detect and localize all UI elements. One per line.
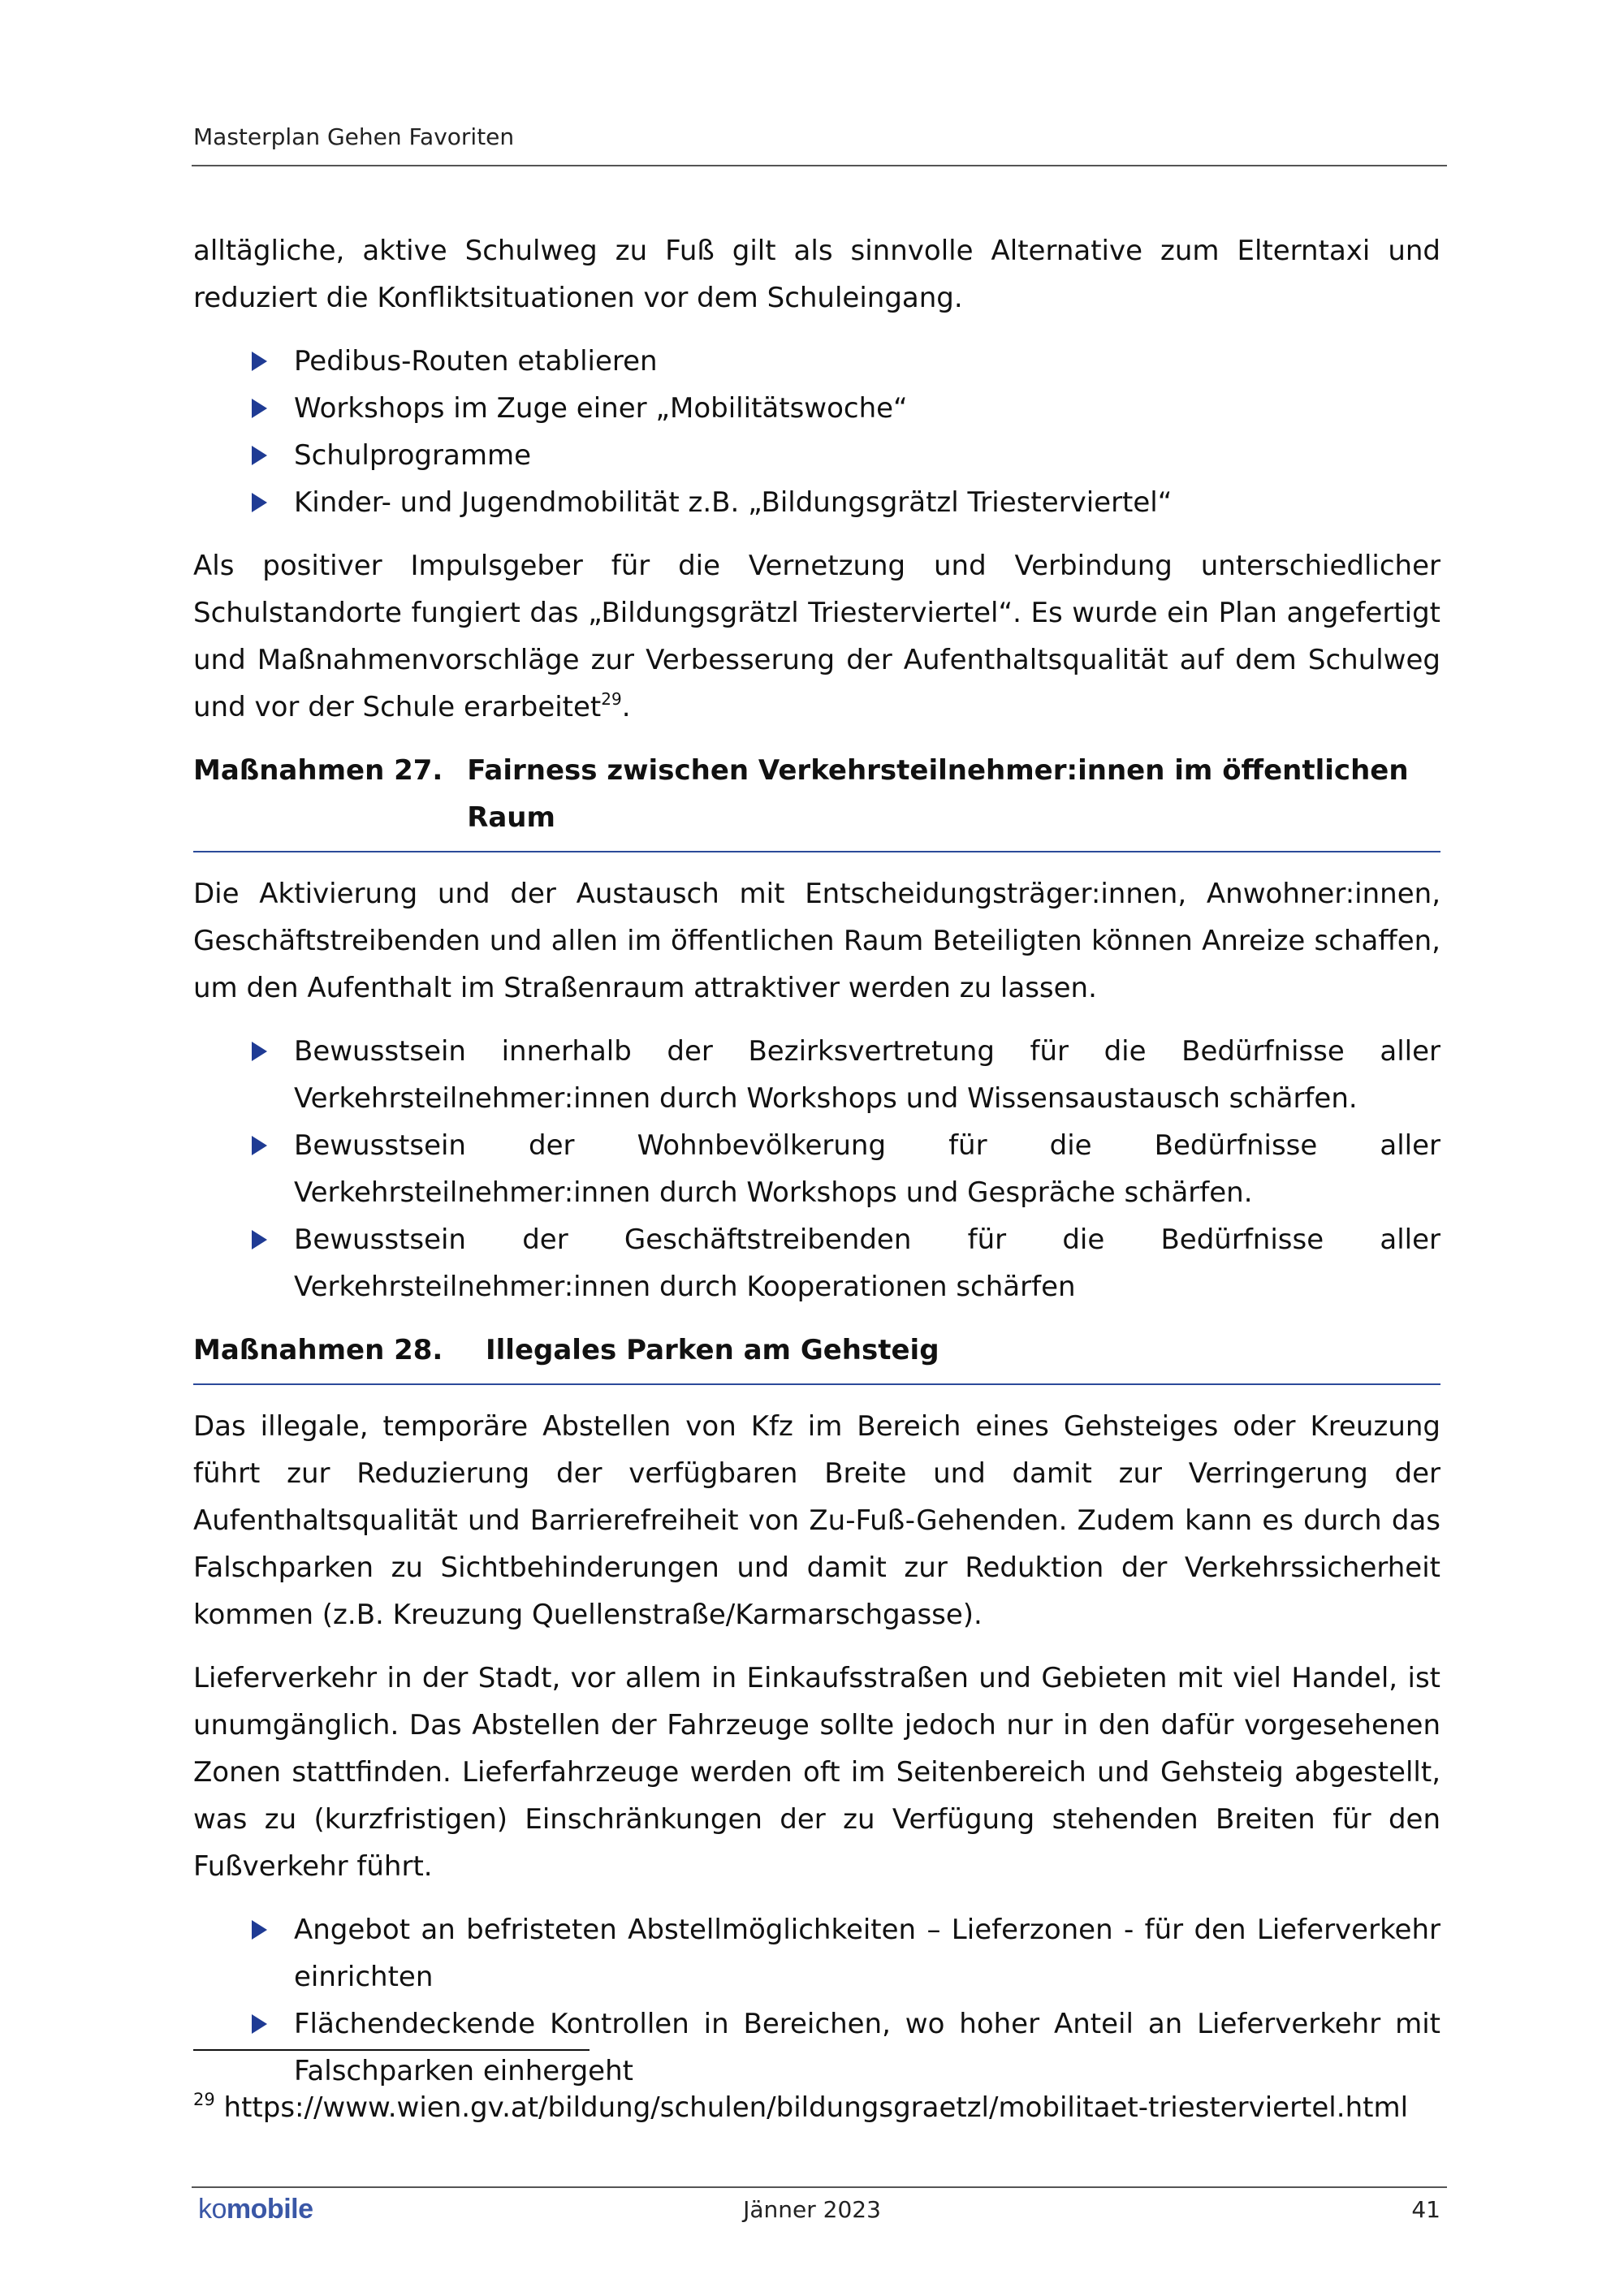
- body-text: [193, 227, 1440, 2111]
- footnote-link[interactable]: https://www.wien.gv.at/bildung/schulen/bildungsgraetzl/mobilitaet-triesterviertel.html: [223, 2091, 1409, 2124]
- list-item: Bewusstsein innerhalb der Bezirksvertretung für die Bedürfnisse aller Verkehrsteilnehmer:innen durch Workshops und Wissensaustausch schärfen.: [193, 1028, 1440, 1122]
- footnote: [193, 2091, 1408, 2124]
- footer-rule: [192, 2186, 1447, 2188]
- bullet-triangle-icon: [252, 1136, 267, 1155]
- measure-28-heading: [193, 1327, 1440, 1385]
- bullet-triangle-icon: [252, 1920, 267, 1940]
- bullet-triangle-icon: [252, 399, 267, 418]
- bullet-triangle-icon: [252, 1230, 267, 1249]
- bullet-triangle-icon: [252, 2014, 267, 2034]
- bullet-triangle-icon: [252, 493, 267, 512]
- running-header: Masterplan Gehen Favoriten: [193, 123, 515, 150]
- list-item: Kinder- und Jugendmobilität z.B. „Bildungsgrätzl Triesterviertel“: [193, 479, 1440, 526]
- footer-date: Jänner 2023: [743, 2196, 881, 2223]
- bullet-triangle-icon: [252, 446, 267, 465]
- komobile-logo: komobile: [198, 2194, 313, 2225]
- list-item: Workshops im Zuge einer „Mobilitätswoche“: [193, 385, 1440, 432]
- measure-title: Illegales Parken am Gehsteig: [486, 1334, 939, 1366]
- measure-number: Maßnahmen 28.: [193, 1334, 443, 1366]
- footnote-number: 29: [193, 2090, 215, 2109]
- bullet-triangle-icon: [252, 352, 267, 371]
- measure-28-paragraph-2: Lieferverkehr in der Stadt, vor allem in Einkaufsstraßen und Gebieten mit viel Handel, ist unumgänglich. Das Abstellen der Fahrzeuge sollte jedoch nur in den dafür vorgesehenen Zonen stattfinden. Lieferfahrzeuge werden oft im Seitenbereich und Gehsteig abgestellt, was zu (kurzfristigen) Einschränkungen der zu Verfügung stehenden Breiten für den Fußverkehr führt.: [193, 1662, 1440, 1883]
- list-item: Bewusstsein der Geschäftstreibenden für die Bedürfnisse aller Verkehrsteilnehmer:innen durch Kooperationen schärfen: [193, 1216, 1440, 1310]
- measure-28-paragraph-1: Das illegale, temporäre Abstellen von Kfz im Bereich eines Gehsteiges oder Kreuzung führt zur Reduzierung der verfügbaren Breite und damit zur Verringerung der Aufenthaltsqualität und Barrierefreiheit von Zu-Fuß-Gehenden. Zudem kann es durch das Falschparken zu Sichtbehinderungen und damit zur Reduktion der Verkehrssicherheit kommen (z.B. Kreuzung Quellenstraße/Karmarschgasse).: [193, 1410, 1440, 1631]
- footnote-separator: [193, 2049, 590, 2051]
- list-item: Pedibus-Routen etablieren: [193, 338, 1440, 385]
- page-number: 41: [1411, 2196, 1440, 2223]
- list-item: Bewusstsein der Wohnbevölkerung für die Bedürfnisse aller Verkehrsteilnehmer:innen durch Workshops und Gespräche schärfen.: [193, 1122, 1440, 1216]
- list-item: Flächendeckende Kontrollen in Bereichen, wo hoher Anteil an Lieferverkehr mit Falschparken einhergeht: [193, 2000, 1440, 2095]
- bullet-triangle-icon: [252, 1042, 267, 1061]
- header-rule: [192, 165, 1447, 166]
- bildungsgraetzl-paragraph: Als positiver Impulsgeber für die Vernetzung und Verbindung unterschiedlicher Schulstandorte fungiert das „Bildungsgrätzl Triesterviertel“. Es wurde ein Plan angefertigt und Maßnahmenvorschläge zur Verbesserung der Aufenthaltsqualität auf dem Schulweg und vor der Schule erarbeitet$^{29}$.: [193, 550, 1440, 723]
- measure-title: Fairness zwischen Verkehrsteilnehmer:innen im öffentlichen Raum: [467, 754, 1409, 834]
- list-item: Schulprogramme: [193, 432, 1440, 479]
- intro-bullet-list: [193, 338, 1440, 526]
- measure-number: Maßnahmen 27.: [193, 754, 443, 787]
- measure-28-bullet-list: [193, 1906, 1440, 2095]
- intro-paragraph: alltägliche, aktive Schulweg zu Fuß gilt als sinnvolle Alternative zum Elterntaxi und reduziert die Konfliktsituationen vor dem Schuleingang.: [193, 235, 1440, 314]
- footnote-reference[interactable]: 29: [601, 689, 622, 709]
- list-item: Angebot an befristeten Abstellmöglichkeiten – Lieferzonen - für den Lieferverkehr einrichten: [193, 1906, 1440, 2000]
- measure-27-heading: [193, 747, 1440, 852]
- measure-27-bullet-list: [193, 1028, 1440, 1310]
- measure-27-paragraph: Die Aktivierung und der Austausch mit Entscheidungsträger:innen, Anwohner:innen, Geschäftstreibenden und allen im öffentlichen Raum Beteiligten können Anreize schaffen, um den Aufenthalt im Straßenraum attraktiver werden zu lassen.: [193, 878, 1440, 1004]
